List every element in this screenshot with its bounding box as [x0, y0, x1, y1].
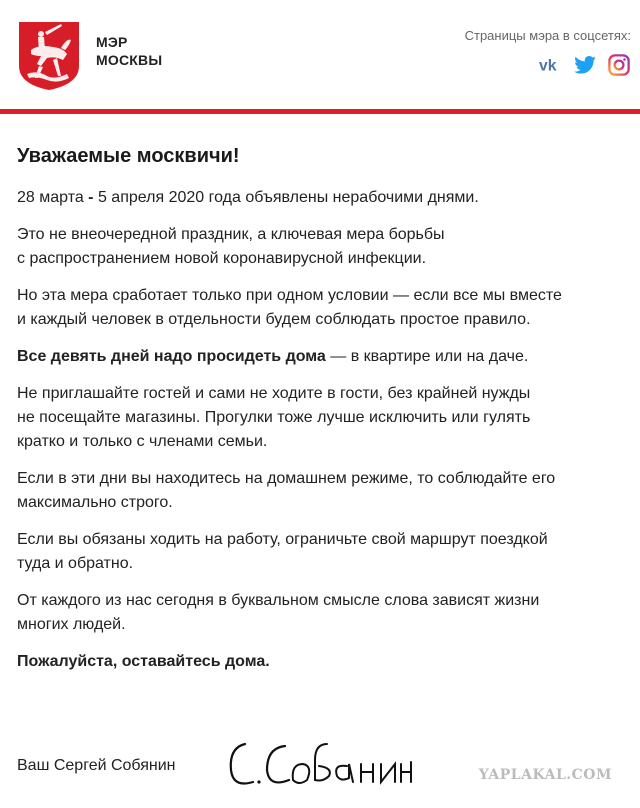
text-line: не посещайте магазины. Прогулки тоже лучше исключить или гулять — [17, 409, 531, 426]
moscow-coat-of-arms-logo[interactable] — [17, 20, 81, 92]
vk-icon[interactable] — [539, 53, 563, 77]
signature-block — [17, 725, 617, 795]
text-line: Но эта мера сработает только при одном условии — если все мы вместе — [17, 287, 562, 304]
header-divider — [0, 109, 640, 114]
text-line: туда и обратно. — [17, 555, 134, 572]
stay-home-emphasis: Все девять дней надо просидеть дома — [17, 348, 326, 365]
signoff-text: Ваш Сергей Собянин — [17, 757, 176, 774]
date-start: 28 марта — [17, 189, 84, 206]
paragraph-dates — [17, 186, 627, 210]
text-line: Если в эти дни вы находитесь на домашнем режиме, то соблюдайте его — [17, 470, 556, 487]
date-dash: - — [83, 189, 98, 206]
brand-line-1: МЭР — [96, 34, 128, 50]
site-watermark: YAPLAKAL.COM — [478, 767, 612, 783]
text-line: многих людей. — [17, 616, 126, 633]
social-icons-row — [465, 53, 631, 77]
social-caption: Страницы мэра в соцсетях: — [464, 28, 631, 43]
text-line: Не приглашайте гостей и сами не ходите в гости, без крайней нужды — [17, 385, 531, 402]
dates-rest: 5 апреля 2020 года объявлены нерабочими днями. — [97, 189, 479, 206]
letter-body — [17, 145, 627, 687]
twitter-icon[interactable] — [573, 53, 597, 77]
text-line: и каждый человек в отдельности будем соблюдать простое правило. — [17, 311, 531, 328]
text-line: кратко и только с членами семьи. — [17, 433, 268, 450]
paragraph-condition — [17, 284, 627, 332]
paragraph-stay-home — [17, 345, 627, 369]
text-line: От каждого из нас сегодня в буквальном смысле слова зависят жизни — [17, 592, 540, 609]
social-links — [465, 28, 631, 77]
text-line: максимально строго. — [17, 494, 173, 511]
brand-title[interactable] — [96, 33, 162, 69]
paragraph-home-mode — [17, 467, 627, 515]
closing-plea: Пожалуйста, оставайтесь дома. — [17, 653, 270, 670]
paragraph-lives — [17, 589, 627, 637]
handwritten-signature — [223, 730, 413, 796]
brand-line-2: МОСКВЫ — [96, 52, 163, 68]
paragraph-guests — [17, 382, 627, 454]
header — [0, 0, 640, 109]
text-line: Если вы обязаны ходить на работу, ограничьте свой маршрут поездкой — [17, 531, 548, 548]
text-line: с распространением новой коронавирусной инфекции. — [17, 250, 427, 267]
greeting-heading: Уважаемые москвичи! — [17, 145, 240, 167]
paragraph-work — [17, 528, 627, 576]
instagram-icon[interactable] — [607, 53, 631, 77]
paragraph-measure — [17, 223, 627, 271]
text-line: Это не внеочередной праздник, а ключевая мера борьбы — [17, 226, 445, 243]
stay-home-rest: — в квартире или на даче. — [325, 348, 529, 365]
svg-text:vk: vk — [539, 57, 557, 73]
